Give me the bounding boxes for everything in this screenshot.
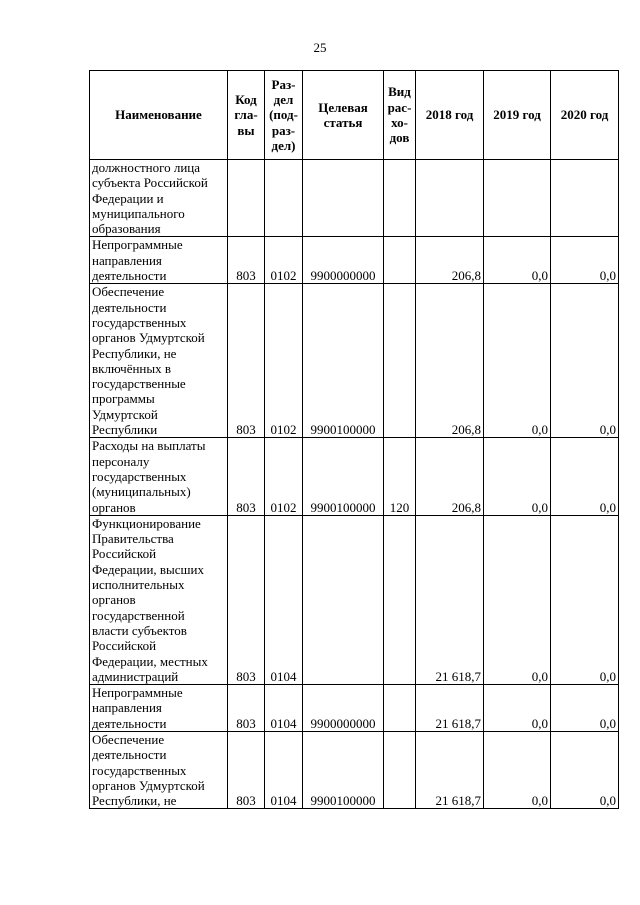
page-number: 25	[313, 40, 327, 55]
header-chapter-code: Код гла- вы	[228, 71, 265, 160]
budget-table	[89, 70, 619, 809]
expense-type	[384, 685, 416, 732]
target-article: 9900100000	[303, 731, 384, 808]
expense-type	[384, 237, 416, 284]
chapter-code: 803	[228, 731, 265, 808]
amount-2020: 0,0	[551, 237, 619, 284]
table-row	[90, 438, 619, 515]
section-code: 0102	[265, 438, 303, 515]
header-target-article: Целевая статья	[303, 71, 384, 160]
table-body	[90, 160, 619, 809]
expense-type: 120	[384, 438, 416, 515]
row-name: Непрограммные направления деятельности	[90, 237, 228, 284]
amount-2019: 0,0	[484, 237, 551, 284]
amount-2018: 21 618,7	[416, 731, 484, 808]
amount-2019: 0,0	[484, 731, 551, 808]
row-name: Расходы на выплаты персоналу государственных (муниципальных) органов	[90, 438, 228, 515]
section-code: 0104	[265, 515, 303, 684]
amount-2019: 0,0	[484, 515, 551, 684]
section-code: 0104	[265, 731, 303, 808]
table-header	[90, 71, 619, 160]
target-article: 9900000000	[303, 237, 384, 284]
amount-2020: 0,0	[551, 731, 619, 808]
expense-type	[384, 515, 416, 684]
row-name: Функционирование Правительства Российской Федерации, высших исполнительных органов государственной власти субъектов Российской Федерации, местных администраций	[90, 515, 228, 684]
amount-2018: 21 618,7	[416, 685, 484, 732]
amount-2019	[484, 160, 551, 237]
expense-type	[384, 160, 416, 237]
amount-2018: 21 618,7	[416, 515, 484, 684]
row-name: Непрограммные направления деятельности	[90, 685, 228, 732]
chapter-code: 803	[228, 685, 265, 732]
section-code: 0102	[265, 284, 303, 438]
section-code: 0104	[265, 685, 303, 732]
table-row	[90, 160, 619, 237]
amount-2018: 206,8	[416, 284, 484, 438]
amount-2020: 0,0	[551, 515, 619, 684]
table-row	[90, 685, 619, 732]
amount-2018: 206,8	[416, 237, 484, 284]
amount-2020: 0,0	[551, 284, 619, 438]
target-article	[303, 160, 384, 237]
target-article: 9900100000	[303, 284, 384, 438]
amount-2019: 0,0	[484, 438, 551, 515]
chapter-code: 803	[228, 515, 265, 684]
table-row	[90, 731, 619, 808]
chapter-code: 803	[228, 284, 265, 438]
amount-2019: 0,0	[484, 685, 551, 732]
row-name: Обеспечение деятельности государственных органов Удмуртской Республики, не включённых в государственные программы Удмуртской Республики	[90, 284, 228, 438]
header-2018: 2018 год	[416, 71, 484, 160]
amount-2018	[416, 160, 484, 237]
target-article	[303, 515, 384, 684]
header-name: Наименование	[90, 71, 228, 160]
chapter-code: 803	[228, 438, 265, 515]
target-article: 9900100000	[303, 438, 384, 515]
expense-type	[384, 284, 416, 438]
header-2020: 2020 год	[551, 71, 619, 160]
amount-2020: 0,0	[551, 685, 619, 732]
table-row	[90, 284, 619, 438]
row-name: должностного лица субъекта Российской Федерации и муниципального образования	[90, 160, 228, 237]
amount-2018: 206,8	[416, 438, 484, 515]
header-section: Раз- дел (под- раз- дел)	[265, 71, 303, 160]
header-2019: 2019 год	[484, 71, 551, 160]
section-code	[265, 160, 303, 237]
section-code: 0102	[265, 237, 303, 284]
chapter-code: 803	[228, 237, 265, 284]
expense-type	[384, 731, 416, 808]
row-name: Обеспечение деятельности государственных органов Удмуртской Республики, не	[90, 731, 228, 808]
amount-2020: 0,0	[551, 438, 619, 515]
table-row	[90, 237, 619, 284]
header-expense-type: Вид рас- хо- дов	[384, 71, 416, 160]
amount-2020	[551, 160, 619, 237]
chapter-code	[228, 160, 265, 237]
target-article: 9900000000	[303, 685, 384, 732]
table-row	[90, 515, 619, 684]
amount-2019: 0,0	[484, 284, 551, 438]
